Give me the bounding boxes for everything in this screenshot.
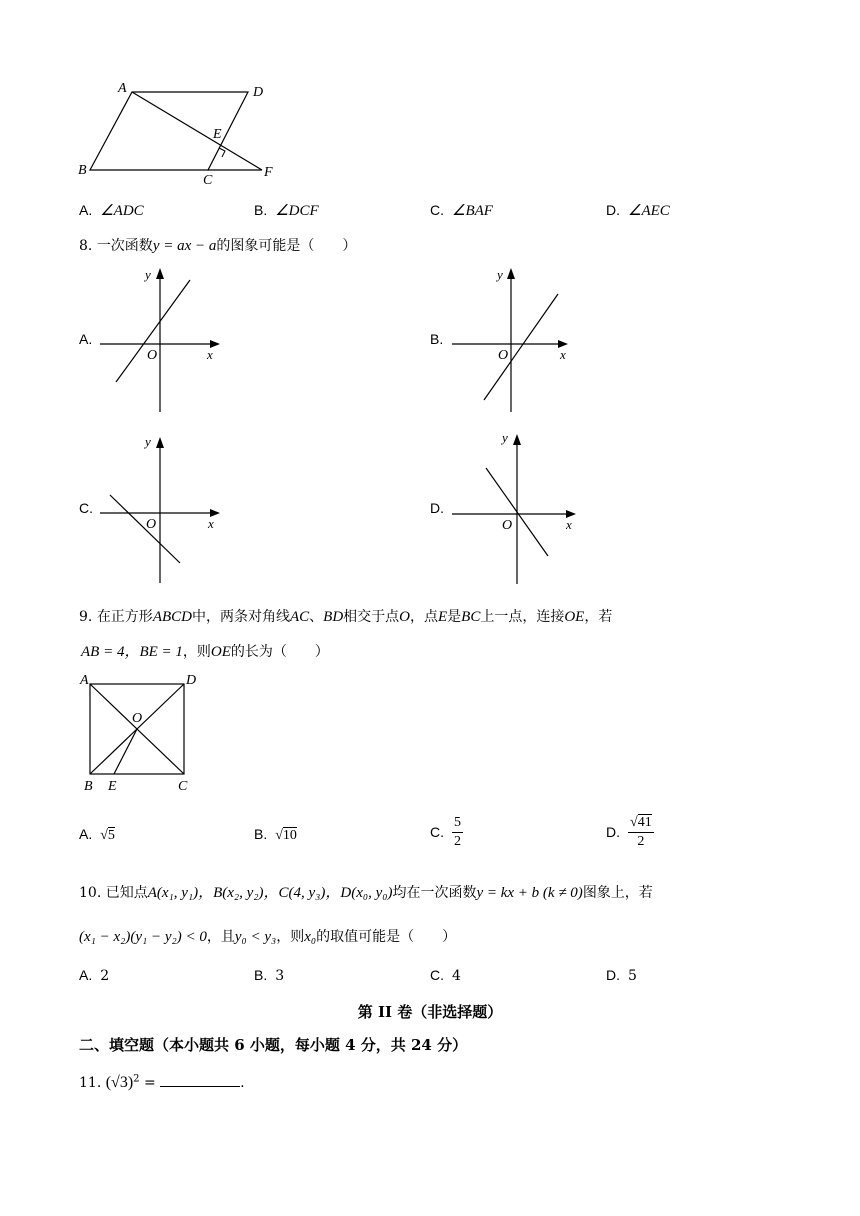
q11-stem: 11. $(√3)^2$ = . — [79, 1073, 245, 1091]
svg-text:O: O — [502, 518, 513, 533]
svg-text:y: y — [497, 267, 503, 282]
q8-graph-d[interactable] — [448, 428, 588, 586]
q8-graph-a[interactable] — [96, 262, 236, 414]
q8-option-c-label: C. — [79, 500, 93, 516]
q7-option-a[interactable]: A. ∠ADC — [79, 202, 144, 219]
right-angle-mark — [219, 148, 225, 157]
q8-option-b-label: B. — [430, 331, 444, 347]
q10-option-a[interactable]: A. 2 — [79, 967, 110, 984]
label-a: A — [118, 81, 127, 96]
label-d: D — [253, 85, 264, 100]
q9-stem-line1: 9. 在正方形ABCD中，两条对角线AC、BD相交于点O，点E是BC上一点，连接OE，若 — [79, 609, 613, 625]
svg-text:y: y — [502, 430, 508, 445]
svg-text:y: y — [145, 434, 151, 449]
section2-title: 二、填空题（本小题共 6 小题，每小题 4 分，共 24 分） — [79, 1036, 468, 1054]
svg-text:y: y — [145, 267, 151, 282]
svg-text:C: C — [178, 779, 188, 794]
q9-option-c[interactable]: C. $\frac{5}{2}$ — [430, 815, 461, 849]
svg-text:D: D — [186, 673, 197, 688]
label-c: C — [203, 173, 213, 188]
q10-option-d[interactable]: D. 5 — [606, 967, 637, 984]
q8-graph-c[interactable] — [96, 431, 236, 586]
svg-text:B: B — [84, 779, 93, 794]
svg-text:O: O — [498, 348, 509, 363]
q8-graph-b[interactable] — [448, 262, 588, 414]
svg-text:x: x — [566, 517, 572, 532]
q7-option-d[interactable]: D. ∠AEC — [606, 202, 670, 219]
graph-b-line — [484, 294, 558, 400]
q10-stem-line1: 10. 已知点A(x₁, y₁)，B(x₂, y₂)，C(4, y₃)，D(x₀, y₀)均在一次函数y = kx + b (k ≠ 0)图象上，若 — [79, 885, 653, 901]
q10-option-b[interactable]: B. 3 — [254, 967, 285, 984]
graph-c-line — [110, 495, 180, 563]
svg-text:x: x — [208, 516, 214, 531]
q8-stem: 8. 一次函数y = ax − a的图象可能是（ ） — [79, 238, 357, 254]
q10-stem-line2: (x₁ − x₂)(y₁ − y₂) < 0，且y₀ < y₃，则x₀的取值可能是（ ） — [79, 929, 457, 945]
svg-text:x: x — [560, 347, 566, 362]
svg-text:O: O — [146, 517, 157, 532]
label-e: E — [213, 127, 222, 142]
svg-text:A: A — [80, 673, 89, 688]
q10-option-c[interactable]: C. 4 — [430, 967, 461, 984]
q7-option-b[interactable]: B. ∠DCF — [254, 202, 319, 219]
svg-text:O: O — [147, 348, 158, 363]
q8-option-a-label: A. — [79, 331, 93, 347]
parallelogram-abcd — [90, 92, 248, 170]
label-f: F — [264, 165, 273, 180]
svg-text:O: O — [132, 711, 143, 726]
q9-option-b[interactable]: B. √10 — [254, 826, 297, 843]
svg-text:x: x — [207, 347, 213, 362]
q9-option-d[interactable]: D. $\frac{√41}{2}$ — [606, 815, 652, 849]
graph-a-line — [116, 280, 190, 382]
segment-oe — [114, 729, 137, 774]
q11-answer-blank[interactable] — [160, 1072, 240, 1087]
label-b: B — [78, 163, 87, 178]
part2-title: 第 II 卷（非选择题） — [357, 1003, 503, 1021]
q8-option-d-label: D. — [430, 500, 444, 516]
q7-option-c[interactable]: C. ∠BAF — [430, 202, 493, 219]
q9-option-a[interactable]: A. √5 — [79, 826, 115, 843]
q9-stem-line2: AB = 4，BE = 1，则OE的长为（ ） — [81, 644, 329, 660]
svg-text:E: E — [108, 779, 117, 794]
parallelogram-figure — [70, 78, 290, 188]
square-figure — [74, 668, 214, 798]
